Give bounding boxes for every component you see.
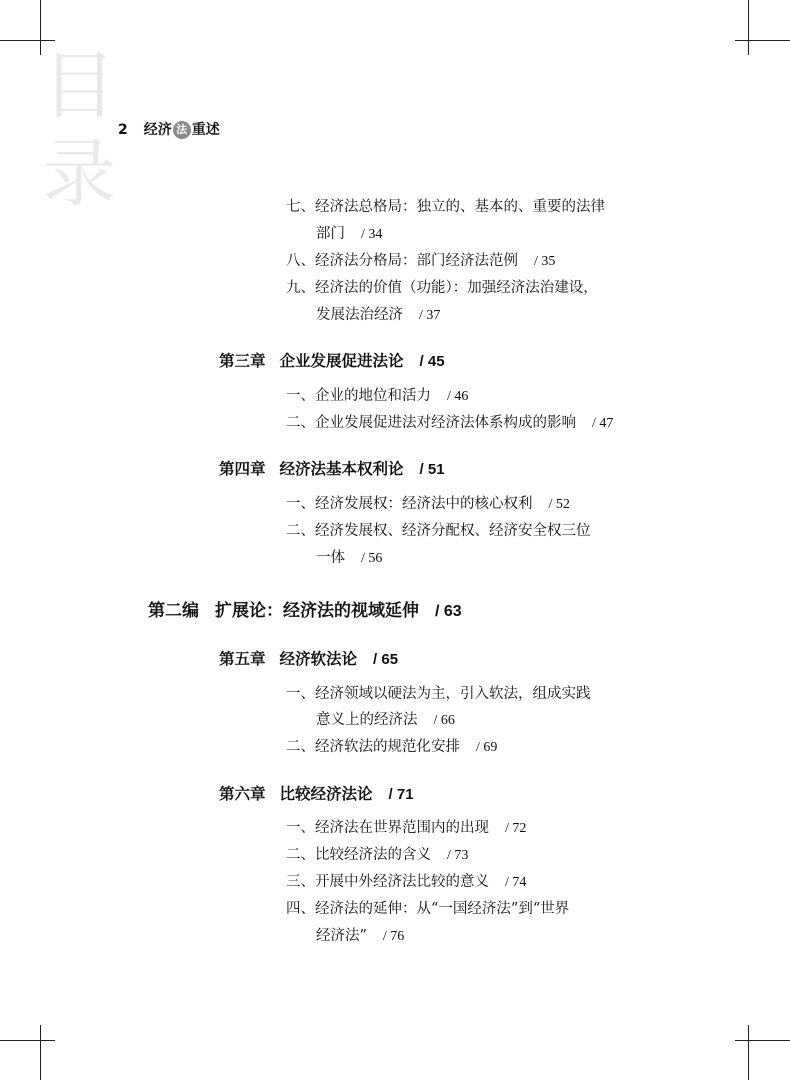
page-ref: / 46 (447, 389, 469, 404)
crop-mark (40, 0, 41, 55)
page-ref: / 74 (505, 875, 527, 890)
page-ref: / 63 (435, 603, 462, 620)
toc-entry[interactable]: 八、经济法分格局：部门经济法范例 / 35 (286, 253, 556, 269)
toc-entry-continuation[interactable]: 部门 / 34 (316, 226, 383, 242)
page-ref: / 71 (388, 786, 414, 803)
crop-mark (748, 1025, 749, 1080)
page-ref: / 47 (592, 416, 614, 431)
page-ref: / 35 (534, 254, 556, 269)
toc-entry-continuation[interactable]: 意义上的经济法 / 66 (316, 712, 455, 728)
toc-entry[interactable]: 一、经济法在世界范围内的出现 / 72 (286, 820, 527, 836)
chapter-heading[interactable]: 第六章 比较经济法论 / 71 (219, 785, 414, 803)
chapter-heading[interactable]: 第三章 企业发展促进法论 / 45 (219, 352, 445, 370)
chapter-heading[interactable]: 第四章 经济法基本权利论 / 51 (219, 460, 445, 478)
chapter-heading[interactable]: 第五章 经济软法论 / 65 (219, 650, 399, 668)
page-ref: / 76 (382, 929, 405, 944)
toc-entry[interactable]: 二、比较经济法的含义 / 73 (286, 847, 469, 863)
toc-entry-continuation[interactable]: 一体 / 56 (316, 550, 383, 566)
book-title-suffix: 重述 (191, 122, 220, 138)
contents-watermark: 目 录 (42, 43, 116, 217)
toc-entry-continuation[interactable]: 经济法” / 76 (316, 928, 405, 944)
page-ref: / 65 (373, 651, 399, 668)
page-ref: / 69 (476, 740, 498, 755)
page-ref: / 56 (361, 551, 383, 566)
toc-entry[interactable]: 三、开展中外经济法比较的意义 / 74 (286, 874, 527, 890)
page-ref: / 51 (419, 461, 445, 478)
page-ref: / 66 (433, 713, 455, 728)
page-ref: / 37 (419, 308, 441, 323)
page-ref: / 34 (361, 227, 383, 242)
crop-mark (735, 40, 790, 41)
toc-entry-continuation[interactable]: 发展法治经济 / 37 (316, 307, 441, 323)
toc-entry[interactable]: 一、经济领域以硬法为主，引入软法，组成实践 (286, 686, 591, 702)
crop-mark (735, 1040, 790, 1041)
toc-entry[interactable]: 二、经济软法的规范化安排 / 69 (286, 739, 498, 755)
toc-entry[interactable]: 一、经济发展权：经济法中的核心权利 / 52 (286, 496, 570, 512)
page-ref: / 45 (419, 353, 445, 370)
book-title: 经济 (143, 122, 172, 138)
page-ref: / 72 (505, 821, 527, 836)
crop-mark (0, 1040, 55, 1041)
toc-entry[interactable]: 二、企业发展促进法对经济法体系构成的影响 / 47 (286, 415, 614, 431)
toc-entry[interactable]: 四、经济法的延伸：从“一国经济法”到“世界 (286, 901, 570, 917)
book-title-badge: 法 (173, 121, 191, 139)
page-number: 2 (118, 122, 128, 138)
toc-entry[interactable]: 九、经济法的价值（功能）：加强经济法治建设， (286, 280, 598, 296)
toc-entry[interactable]: 二、经济发展权、经济分配权、经济安全权三位 (286, 523, 591, 539)
part-heading[interactable]: 第二编 扩展论：经济法的视域延伸 / 63 (148, 601, 462, 621)
crop-mark (40, 1025, 41, 1080)
crop-mark (748, 0, 749, 55)
running-head (118, 119, 220, 139)
page-ref: / 52 (548, 497, 570, 512)
page-ref: / 73 (447, 848, 469, 863)
toc-entry[interactable]: 七、经济法总格局：独立的、基本的、重要的法律 (286, 199, 605, 215)
crop-mark (0, 40, 55, 41)
toc-entry[interactable]: 一、企业的地位和活力 / 46 (286, 388, 469, 404)
